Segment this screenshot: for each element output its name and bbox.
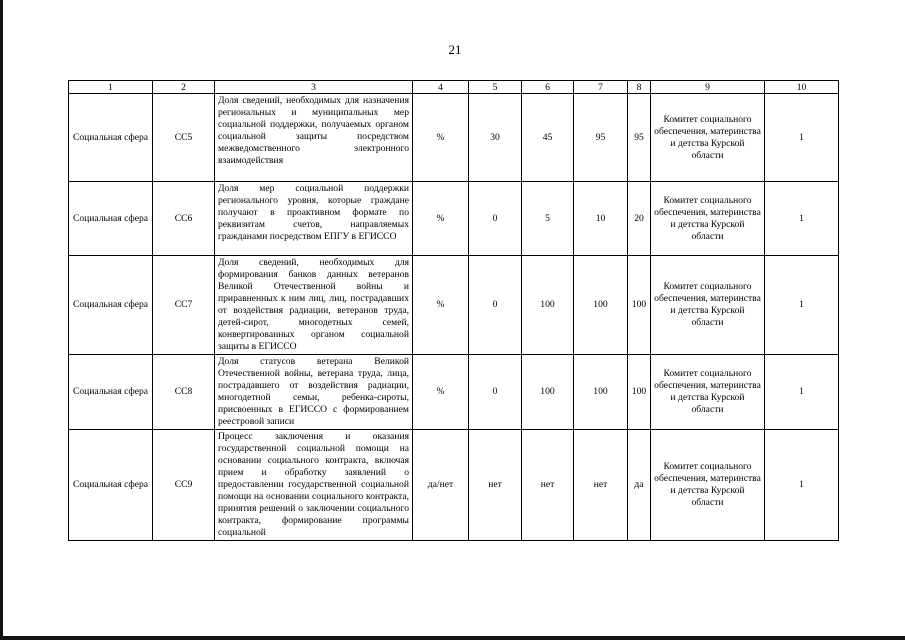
table-header-row bbox=[69, 81, 839, 94]
header-cell: 6 bbox=[522, 81, 574, 94]
value-cell: 100 bbox=[628, 355, 651, 430]
agency-cell: Комитет социального обеспечения, материнства и детства Курской области bbox=[651, 430, 765, 541]
header-cell: 4 bbox=[413, 81, 469, 94]
sphere-cell: Социальная сфера bbox=[69, 256, 153, 355]
value-cell: 0 bbox=[469, 182, 522, 256]
value-cell: 1 bbox=[765, 182, 839, 256]
description-cell: Доля мер социальной поддержки регионального уровня, которые граждане получают в проактивном формате по реквизитам счетов, направляемых гражданами посредством ЕПГУ в ЕГИССО bbox=[215, 182, 413, 256]
code-cell: СС9 bbox=[153, 430, 215, 541]
header-cell: 7 bbox=[574, 81, 628, 94]
unit-cell: % bbox=[413, 256, 469, 355]
table-row bbox=[69, 256, 839, 355]
table-row bbox=[69, 355, 839, 430]
header-cell: 9 bbox=[651, 81, 765, 94]
value-cell: 100 bbox=[574, 355, 628, 430]
agency-cell: Комитет социального обеспечения, материнства и детства Курской области bbox=[651, 256, 765, 355]
value-cell: 95 bbox=[628, 94, 651, 182]
code-cell: СС5 bbox=[153, 94, 215, 182]
value-cell: нет bbox=[522, 430, 574, 541]
value-cell: нет bbox=[574, 430, 628, 541]
value-cell: нет bbox=[469, 430, 522, 541]
sphere-cell: Социальная сфера bbox=[69, 355, 153, 430]
table-row bbox=[69, 430, 839, 541]
agency-cell: Комитет социального обеспечения, материнства и детства Курской области bbox=[651, 355, 765, 430]
sphere-cell: Социальная сфера bbox=[69, 94, 153, 182]
sphere-cell: Социальная сфера bbox=[69, 430, 153, 541]
value-cell: 0 bbox=[469, 355, 522, 430]
table-row bbox=[69, 182, 839, 256]
indicators-table bbox=[68, 80, 839, 541]
value-cell: 1 bbox=[765, 256, 839, 355]
agency-cell: Комитет социального обеспечения, материнства и детства Курской области bbox=[651, 182, 765, 256]
unit-cell: % bbox=[413, 355, 469, 430]
value-cell: 1 bbox=[765, 355, 839, 430]
value-cell: 1 bbox=[765, 94, 839, 182]
value-cell: 45 bbox=[522, 94, 574, 182]
description-cell: Доля сведений, необходимых для формирования банков данных ветеранов Великой Отечественной войны и приравненных к ним лиц, лиц, пострадавших от воздействия радиации, ветеранов труда, детей-сирот, многодетных семей, конвертированных органом социальной защиты в ЕГИССО bbox=[215, 256, 413, 355]
header-cell: 3 bbox=[215, 81, 413, 94]
header-cell: 8 bbox=[628, 81, 651, 94]
unit-cell: % bbox=[413, 94, 469, 182]
value-cell: 100 bbox=[522, 355, 574, 430]
unit-cell: да/нет bbox=[413, 430, 469, 541]
value-cell: 95 bbox=[574, 94, 628, 182]
page-number: 21 bbox=[448, 42, 462, 57]
code-cell: СС7 bbox=[153, 256, 215, 355]
value-cell: 10 bbox=[574, 182, 628, 256]
header-cell: 1 bbox=[69, 81, 153, 94]
page-left-edge bbox=[0, 0, 3, 640]
value-cell: да bbox=[628, 430, 651, 541]
value-cell: 100 bbox=[522, 256, 574, 355]
sphere-cell: Социальная сфера bbox=[69, 182, 153, 256]
description-cell: Доля статусов ветерана Великой Отечественной войны, ветерана труда, лица, пострадавшего от воздействия радиации, многодетной семьи, ребенка-сироты, присвоенных в ЕГИССО с формированием реестровой записи bbox=[215, 355, 413, 430]
table-row bbox=[69, 94, 839, 182]
value-cell: 20 bbox=[628, 182, 651, 256]
value-cell: 0 bbox=[469, 256, 522, 355]
header-cell: 5 bbox=[469, 81, 522, 94]
value-cell: 100 bbox=[628, 256, 651, 355]
description-cell: Процесс заключения и оказания государственной социальной помощи на основании социального контракта, включая прием и обработку заявлений о предоставлении государственной социальной помощи на основании социального контракта, принятия решений о заключении социального контракта, формирование программы социальной bbox=[215, 430, 413, 541]
code-cell: СС8 bbox=[153, 355, 215, 430]
unit-cell: % bbox=[413, 182, 469, 256]
value-cell: 30 bbox=[469, 94, 522, 182]
value-cell: 5 bbox=[522, 182, 574, 256]
page-bottom-edge bbox=[0, 636, 905, 640]
header-cell: 10 bbox=[765, 81, 839, 94]
description-cell: Доля сведений, необходимых для назначения региональных и муниципальных мер социальной поддержки, получаемых органом социальной защиты посредством межведомственного электронного взаимодействия bbox=[215, 94, 413, 182]
agency-cell: Комитет социального обеспечения, материнства и детства Курской области bbox=[651, 94, 765, 182]
header-cell: 2 bbox=[153, 81, 215, 94]
value-cell: 100 bbox=[574, 256, 628, 355]
value-cell: 1 bbox=[765, 430, 839, 541]
code-cell: СС6 bbox=[153, 182, 215, 256]
